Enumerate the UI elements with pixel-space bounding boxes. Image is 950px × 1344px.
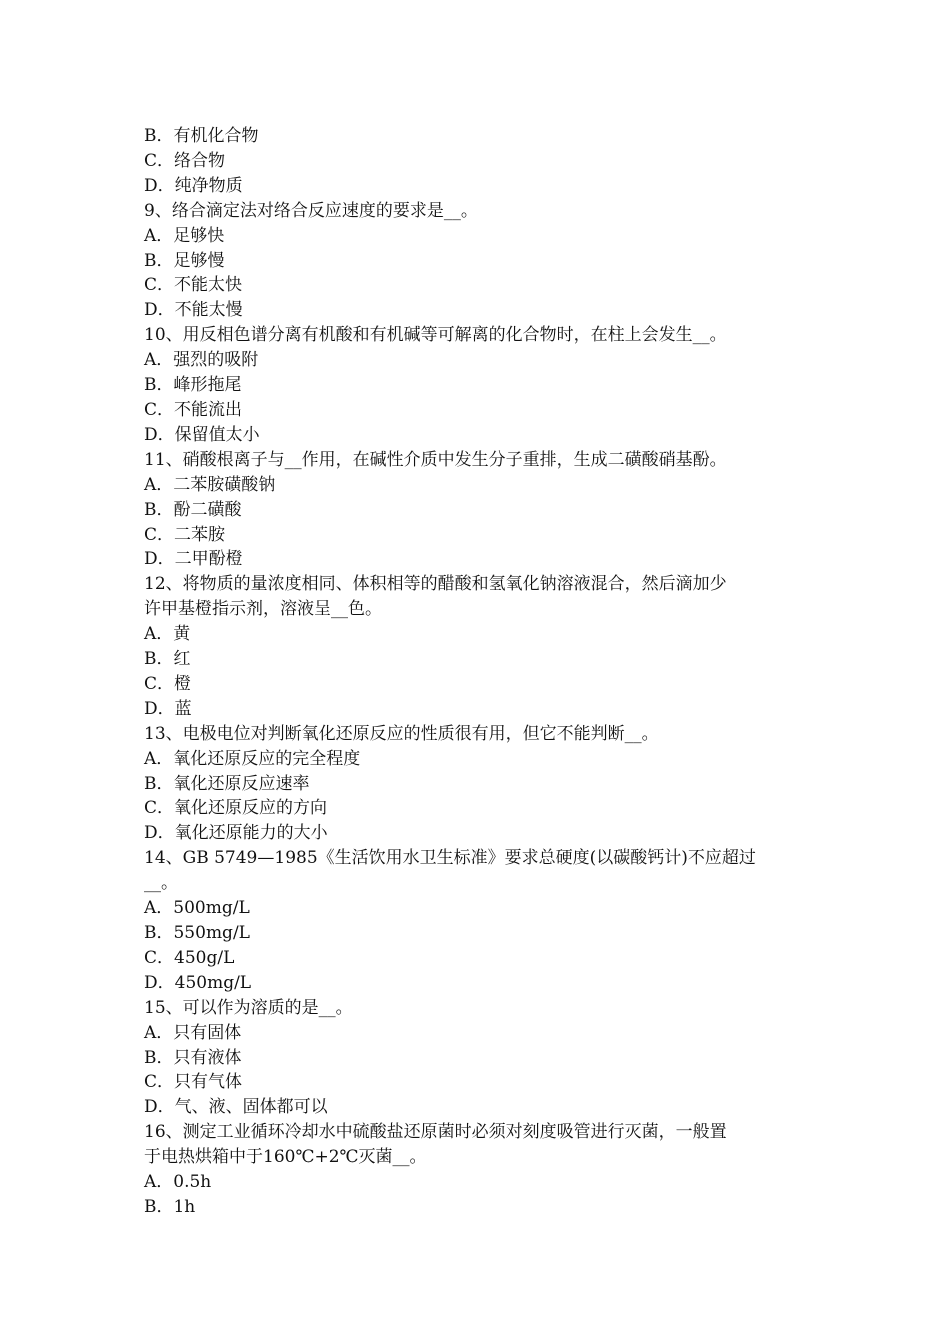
question-line: 10、用反相色谱分离有机酸和有机碱等可解离的化合物时，在柱上会发生__。 (144, 325, 727, 346)
option-line: C．450g/L (144, 947, 235, 968)
option-line: C．氧化还原反应的方向 (144, 798, 328, 819)
option-line: D．保留值太小 (144, 424, 260, 445)
question-line: 16、测定工业循环冷却水中硫酸盐还原菌时必须对刻度吸管进行灭菌，一般置 (144, 1122, 727, 1143)
option-line: D．纯净物质 (144, 175, 243, 196)
option-line: C．橙 (144, 673, 192, 694)
option-line: B．足够慢 (144, 250, 225, 271)
option-line: A．强烈的吸附 (144, 350, 259, 371)
option-line: A．500mg/L (144, 898, 250, 919)
question-list (144, 124, 814, 1220)
question-line-continued: 于电热烘箱中于160℃+2℃灭菌__。 (144, 1147, 427, 1168)
question-line: 11、硝酸根离子与__作用，在碱性介质中发生分子重排，生成二磺酸硝基酚。 (144, 449, 727, 470)
option-line: C．不能太快 (144, 275, 243, 296)
question-line: 15、可以作为溶质的是__。 (144, 997, 353, 1018)
question-line: 14、GB 5749—1985《生活饮用水卫生标准》要求总硬度(以碳酸钙计)不应超过 (144, 848, 756, 869)
option-line: B．只有液体 (144, 1047, 242, 1068)
question-line: 12、将物质的量浓度相同、体积相等的醋酸和氢氧化钠溶液混合，然后滴加少 (144, 574, 727, 595)
option-line: B．酚二磺酸 (144, 499, 242, 520)
option-line: B．红 (144, 649, 191, 670)
option-line: B．1h (144, 1196, 196, 1217)
option-line: D．不能太慢 (144, 300, 243, 321)
option-line: A．黄 (144, 624, 191, 645)
option-line: A．氧化还原反应的完全程度 (144, 748, 361, 769)
question-line: 13、电极电位对判断氧化还原反应的性质很有用，但它不能判断__。 (144, 723, 659, 744)
option-line: D．气、液、固体都可以 (144, 1097, 328, 1118)
option-line: A．二苯胺磺酸钠 (144, 474, 276, 495)
option-line: D．蓝 (144, 698, 192, 719)
option-line: A．只有固体 (144, 1022, 242, 1043)
option-line: C．络合物 (144, 150, 226, 171)
option-line: A．足够快 (144, 225, 225, 246)
option-line: D．450mg/L (144, 972, 252, 993)
question-line-continued: 许甲基橙指示剂，溶液呈__色。 (144, 599, 382, 620)
option-line: B．峰形拖尾 (144, 375, 242, 396)
option-line: B．氧化还原反应速率 (144, 773, 310, 794)
option-line: B．有机化合物 (144, 126, 259, 146)
option-line: D．二甲酚橙 (144, 549, 243, 570)
question-line: 9、络合滴定法对络合反应速度的要求是__。 (144, 200, 478, 221)
option-line: A．0.5h (144, 1172, 212, 1193)
question-line-continued: __。 (144, 873, 178, 894)
option-line: C．不能流出 (144, 399, 243, 420)
option-line: D．氧化还原能力的大小 (144, 823, 328, 844)
option-line: C．只有气体 (144, 1072, 243, 1093)
option-line: C．二苯胺 (144, 524, 226, 545)
option-line: B．550mg/L (144, 923, 250, 943)
